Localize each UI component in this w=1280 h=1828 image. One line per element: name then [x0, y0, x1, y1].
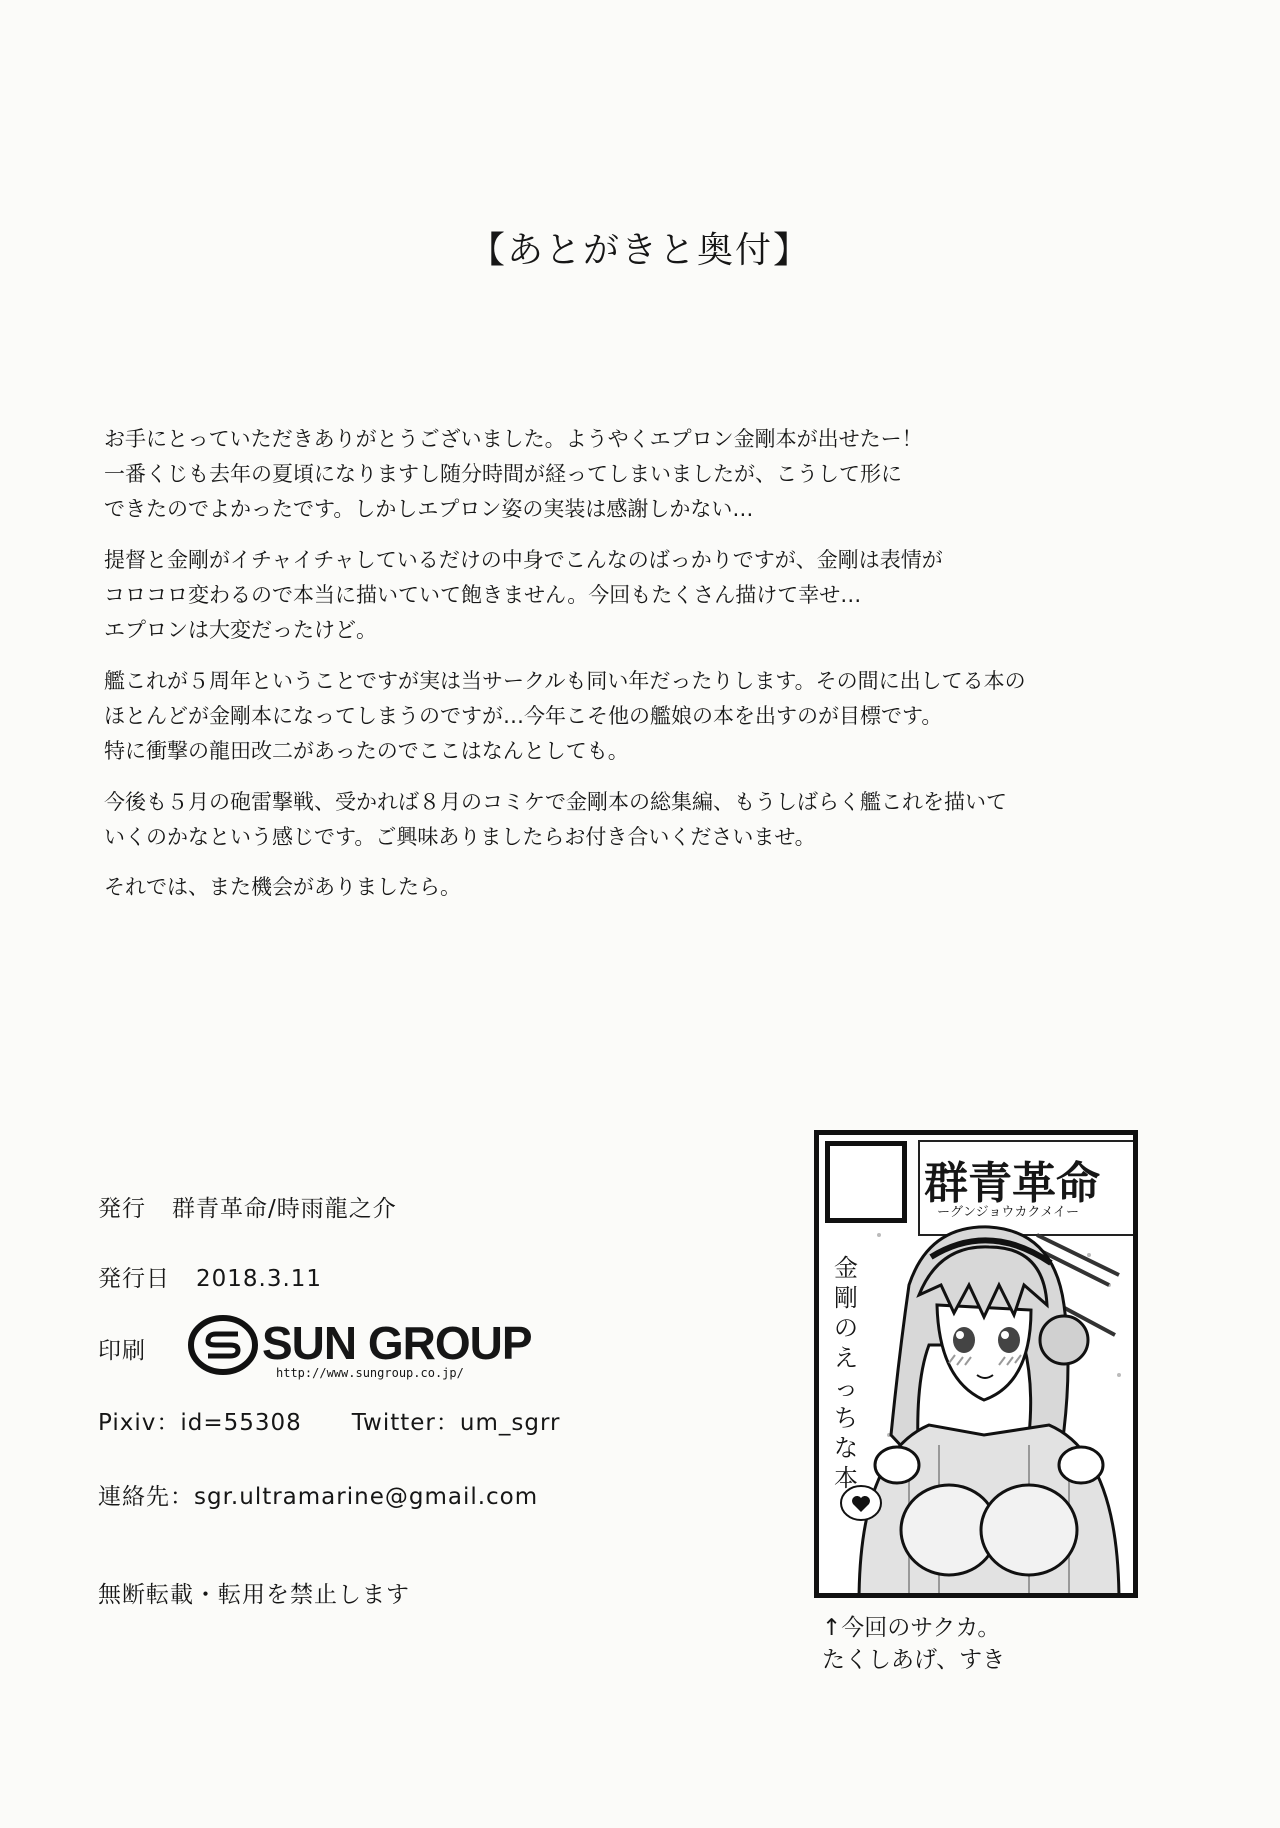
social-line — [98, 1404, 560, 1437]
paragraph-content: 提督と金剛がイチャイチャしているだけの中身でこんなのばっかりですが、金剛は表情が コロコロ変わるので本当に描いていて飽きません。今回もたくさん描けて幸せ… エプロンは大変だったけど。 — [104, 548, 943, 642]
publisher-label: 発行 — [98, 1196, 146, 1222]
sun-group-emblem-icon — [188, 1314, 258, 1376]
date-label: 発行日 — [98, 1266, 170, 1292]
circle-reading: ーグンジョウカクメイー — [937, 1205, 1080, 1220]
page-title: 【あとがきと奥付】 — [468, 230, 811, 271]
printer-name: SUN GROUP — [262, 1317, 532, 1369]
circle-cut — [814, 1130, 1138, 1598]
contact-line: 連絡先：sgr.ultramarine@gmail.com — [98, 1484, 539, 1510]
publisher-value: 群青革命/時雨龍之介 — [172, 1196, 397, 1222]
printer-label: 印刷 — [98, 1338, 146, 1364]
date-value: 2018.3.11 — [196, 1266, 323, 1292]
date-line — [98, 1260, 322, 1293]
sun-group-logo — [188, 1314, 532, 1380]
paragraph-anniversary: 艦これが５周年ということですが実は当サークルも同い年だったりします。その間に出してる本の ほとんどが金剛本になってしまうのですが…今年こそ他の艦娘の本を出すのが目標です。 特に衝撃の龍田改二があったのでここはなんとしても。 — [104, 669, 1026, 763]
publisher-line — [98, 1190, 397, 1223]
book-description: 金剛のえっちな本 — [834, 1254, 858, 1492]
paragraph-thanks: お手にとっていただきありがとうございました。ようやくエプロン金剛本が出せたー！ 一番くじも去年の夏頃になりますし随分時間が経ってしまいましたが、こうして形に できたのでよかったです。しかしエプロン姿の実装は感謝しかない… — [104, 427, 923, 521]
paragraph-plans: 今後も５月の砲雷撃戦、受かれば８月のコミケで金剛本の総集編、もうしばらく艦これを描いて いくのかなという感じです。ご興味ありましたらお付き合いくださいませ。 — [104, 790, 1007, 849]
pixiv-id: Pixiv：id=55308 — [98, 1410, 302, 1436]
paragraph-closing: それでは、また機会がありましたら。 — [104, 875, 461, 899]
circle-name: 群青革命 — [924, 1158, 1100, 1209]
printer-line — [98, 1332, 146, 1365]
printer-url: http://www.sungroup.co.jp/ — [276, 1366, 464, 1380]
copyright-notice: 無断転載・転用を禁止します — [98, 1582, 410, 1608]
twitter-id: Twitter：um_sgrr — [351, 1410, 561, 1436]
circle-cut-caption: ↑今回のサクカ。 たくしあげ、すき — [822, 1615, 1006, 1673]
check-box — [825, 1141, 907, 1223]
